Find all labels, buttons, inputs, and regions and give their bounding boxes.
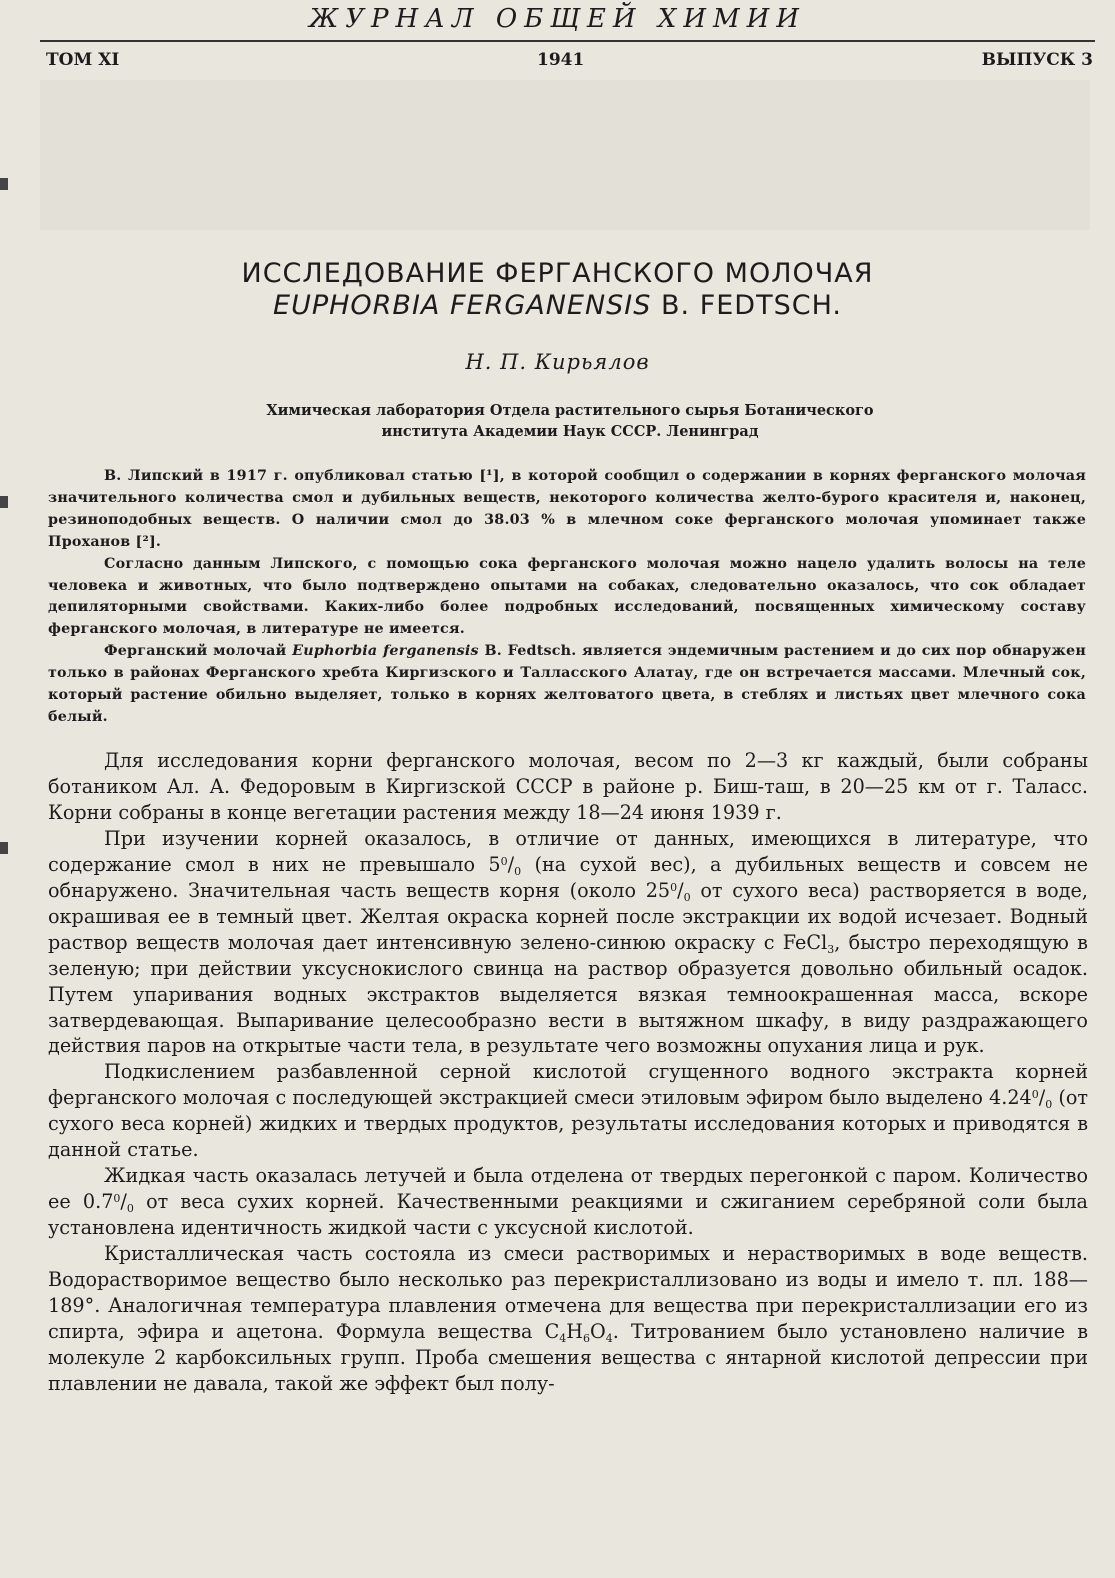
binding-mark [0, 496, 8, 508]
bleed-through-area [40, 80, 1090, 230]
percent-sup: 0 [670, 880, 678, 894]
percent-slash: / [1038, 1086, 1046, 1110]
abstract-paragraph-3 [48, 641, 1086, 729]
affiliation-line-1: Химическая лаборатория Отдела растительного сырья Ботанического [266, 402, 874, 419]
species-name: EUPHORBIA FERGANENSIS [273, 290, 652, 321]
text-run: Жидкая часть оказалась летучей и была отделена от твердых перегонкой с паром. Количество ее 0.7 [48, 1164, 1088, 1214]
body-paragraph-1: Для исследования корни ферганского молочая, весом по 2—3 кг каждый, были собраны ботаником Ал. А. Федоровым в Киргизской СССР в районе р. Биш-таш, в 20—25 км от г. Таласс. Корни собраны в конце вегетации растения между 18—24 июня 1939 г. [48, 749, 1088, 824]
header-rule [40, 40, 1095, 42]
text-run: от веса сухих корней. Качественными реакциями и сжиганием серебряной соли была установлена идентичность жидкой части с уксусной кислотой. [48, 1190, 1088, 1240]
body-paragraph-5 [48, 1241, 1088, 1397]
percent-sub: 0 [514, 864, 522, 878]
abstract-paragraph-2: Согласно данным Липского, с помощью сока ферганского молочая можно нацело удалить волосы на теле человека и животных, что было подтверждено опытами на собаках, следовательно оказалось, что сок обладает депиляторными свойствами. Каких-либо более подробных исследований, посвященных химическому составу ферганского молочая, в литературе не имеется. [48, 555, 1086, 638]
formula-subscript: 6 [583, 1331, 591, 1345]
article-body [48, 748, 1088, 1397]
percent-sub: 0 [683, 890, 691, 904]
percent-sub: 0 [126, 1202, 134, 1216]
text-run: . Титрованием было установлено наличие в молекуле 2 карбоксильных групп. Проба смешения вещества с янтарной кислотой депрессии при плавлении не давала, такой же эффект был полу- [48, 1319, 1088, 1395]
affiliation-line-2: института Академии Наук СССР. Ленинград [381, 423, 759, 440]
formula-subscript: 4 [605, 1331, 613, 1345]
percent-sub: 0 [1045, 1098, 1053, 1112]
percent-sup: 0 [113, 1192, 121, 1206]
percent-sup: 0 [1031, 1088, 1039, 1102]
text-run: Ферганский молочай [104, 643, 287, 660]
body-paragraph-2 [48, 826, 1088, 1060]
text-run: (на сухой вес), а дубильных веществ и совсем не обнаружено. Значительная часть веществ корня (около 25 [48, 852, 1088, 902]
issue-label: ВЫПУСК 3 [981, 50, 1093, 70]
percent-sup: 0 [500, 854, 508, 868]
formula-subscript: 4 [559, 1331, 567, 1345]
text-run: , быстро переходящую в зеленую; при действии уксуснокислого свинца на раствор образуется довольно обильный осадок. Путем упаривания водных экстрактов выделяется вязкая темноокрашенная масса, вскоре затвердевающая. Выпаривание целесообразно вести в вытяжном шкафу, в виду раздражающего действия паров на открытые части тела, в результате чего возможны опухания лица и рук. [48, 930, 1088, 1058]
text-run: Подкислением разбавленной серной кислотой сгущенного водного экстракта корней ферганского молочая с последующей экстракцией смеси этиловым эфиром было выделено 4.24 [48, 1060, 1088, 1110]
volume-label: ТОМ XI [46, 50, 120, 70]
article-title [0, 258, 1115, 322]
text-run: от сухого веса) растворяется в воде, окрашивая ее в темный цвет. Желтая окраска корней после экстракции их водой исчезает. Водный раствор веществ молочая дает интенсивную зелено-синюю окраску с FeCl [48, 878, 1088, 954]
year-label: 1941 [537, 50, 585, 70]
title-line-1: ИССЛЕДОВАНИЕ ФЕРГАНСКОГО МОЛОЧАЯ [241, 258, 874, 289]
text-run: (от сухого веса корней) жидких и твердых продуктов, результаты исследования которых и приводятся в данной статье. [48, 1086, 1088, 1162]
species-author: B. FEDTSCH. [661, 290, 842, 321]
text-run: B. Fedtsch. является эндемичным растением и до сих пор обнаружен только в районах Ферганского хребта Киргизского и Талласского Алатау, где он встречается массами. Млечный сок, который растение обильно выделяет, только в корнях желтоватого цвета, в стеблях и листьях цвет млечного сока белый. [48, 643, 1086, 725]
species-name-italic: Euphorbia ferganensis [292, 643, 479, 660]
body-paragraph-4 [48, 1163, 1088, 1241]
body-paragraph-3 [48, 1059, 1088, 1163]
title-line-2 [0, 290, 1115, 322]
journal-title: ЖУРНАЛ ОБЩЕЙ ХИМИИ [309, 4, 806, 34]
percent-slash: / [507, 852, 515, 876]
abstract [48, 466, 1086, 729]
affiliation [250, 400, 890, 442]
abstract-paragraph-1: В. Липский в 1917 г. опубликовал статью [¹], в которой сообщил о содержании в корнях ферганского молочая значительного количества смол и дубильных веществ, некоторого количества желто-бурого красителя и, наконец, резиноподобных веществ. О наличии смол до 38.03 % в млечном соке ферганского молочая упоминает также Проханов [²]. [48, 468, 1086, 550]
formula-element: O [590, 1319, 606, 1343]
text-run: При изучении корней оказалось, в отличие от данных, имеющихся в литературе, что содержание смол в них не превышало 5 [48, 826, 1088, 876]
article-author: Н. П. Кирьялов [465, 350, 650, 374]
binding-mark [0, 178, 8, 190]
text-run: Кристаллическая часть состояла из смеси растворимых и нерастворимых в воде веществ. Водорастворимое вещество было несколько раз перекристаллизовано из воды и имело т. пл. 188—189°. Аналогичная температура плавления отмечена для вещества при перекристаллизации его из спирта, эфира и ацетона. Формула вещества C [48, 1242, 1088, 1343]
percent-slash: / [677, 878, 684, 902]
binding-mark [0, 842, 8, 854]
formula-element: H [566, 1319, 584, 1343]
formula-subscript: 3 [827, 942, 835, 956]
percent-slash: / [120, 1190, 127, 1214]
